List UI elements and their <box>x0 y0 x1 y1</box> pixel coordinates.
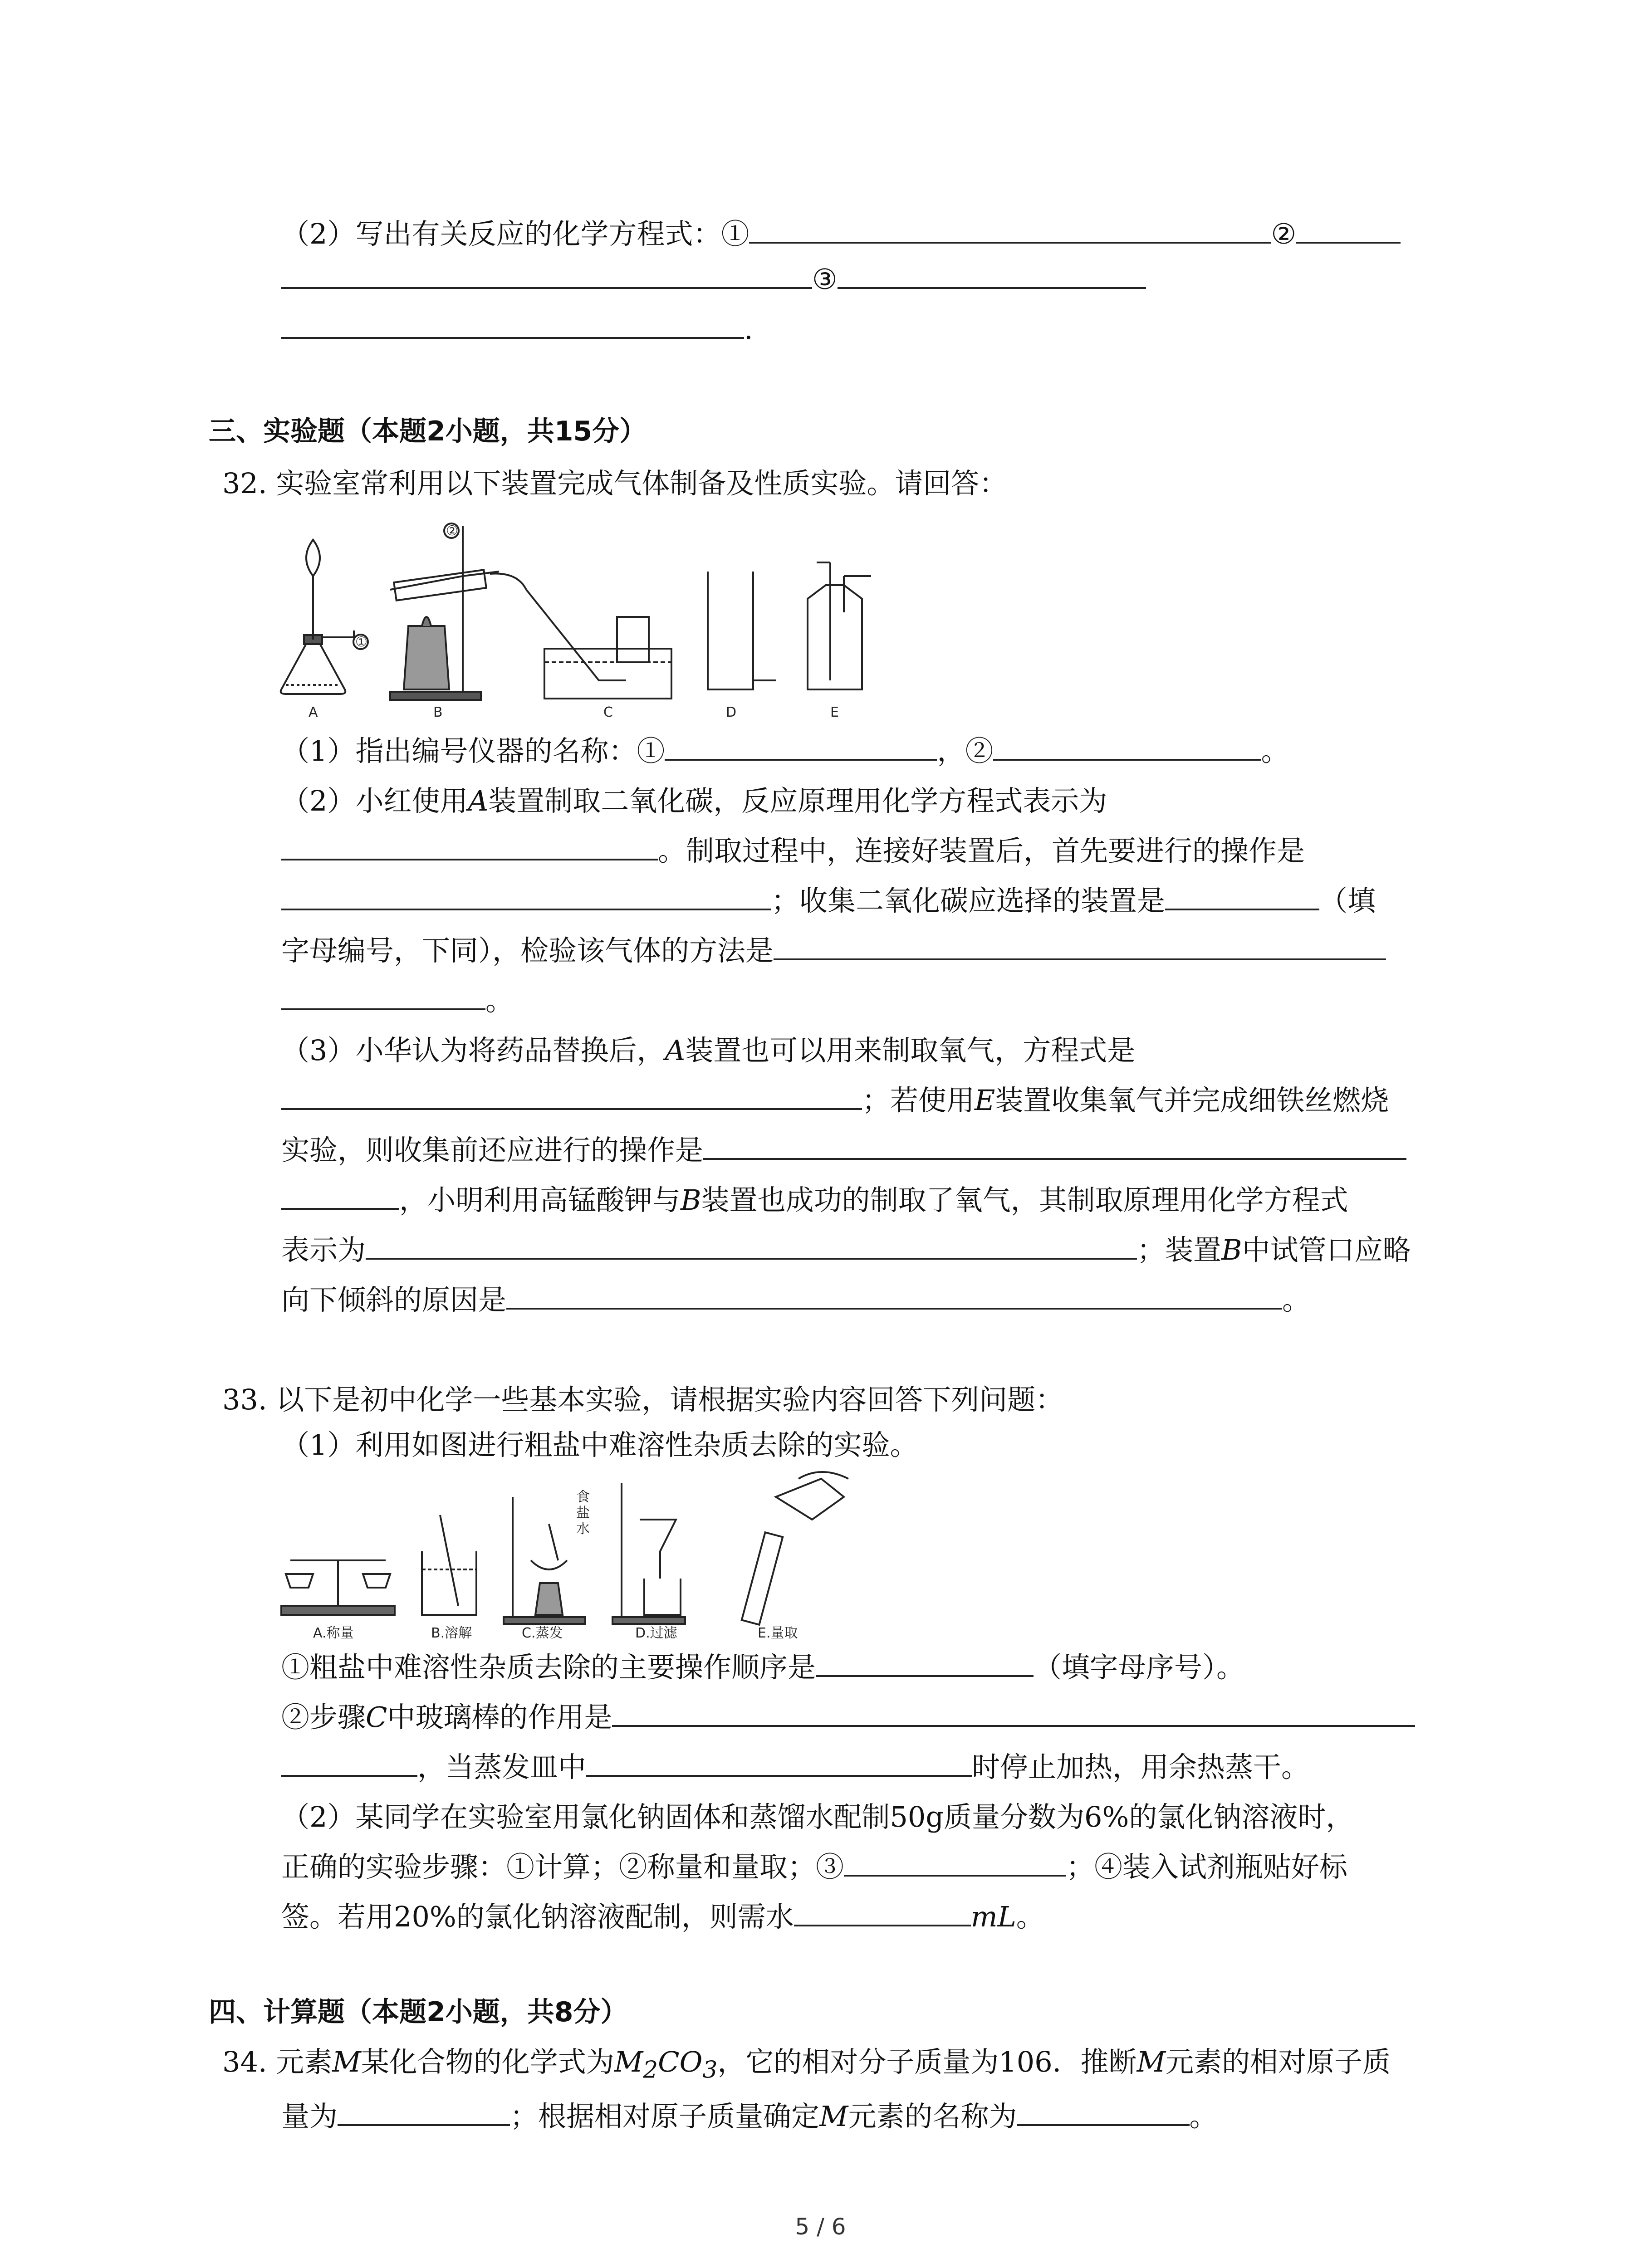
q32-part3-line4: ，小明利用高锰酸钾与B装置也成功的制取了氧气，其制取原理用化学方程式 <box>281 1179 1348 1221</box>
thistle-funnel-icon <box>306 540 320 576</box>
salt-water-label: 水 <box>576 1521 590 1537</box>
answer-blank[interactable] <box>612 1698 1415 1727</box>
answer-blank[interactable] <box>665 732 937 761</box>
answer-blank[interactable] <box>281 260 812 289</box>
q32-part3-line2: ；若使用E装置收集氧气并完成细铁丝燃烧 <box>281 1080 1389 1121</box>
q32-part2-line3: ；收集二氧化碳应选择的装置是 （填 <box>281 880 1376 922</box>
answer-blank[interactable] <box>586 1748 972 1777</box>
q32-part3-line5: 表示为 ；装置B中试管口应略 <box>281 1229 1411 1271</box>
answer-blank[interactable] <box>993 732 1261 761</box>
figure-label: E.量取 <box>758 1625 798 1641</box>
q33-step1: ①粗盐中难溶性杂质去除的主要操作顺序是 （填字母序号）。 <box>281 1647 1244 1688</box>
answer-blank[interactable] <box>1165 881 1319 910</box>
evaporating-dish-icon <box>531 1560 567 1569</box>
answer-blank[interactable] <box>844 1848 1066 1877</box>
answer-blank[interactable] <box>281 881 771 910</box>
answer-blank[interactable] <box>338 2097 510 2126</box>
question-33-stem: 33. 以下是初中化学一些基本实验，请根据实验内容回答下列问题： <box>222 1383 1064 1416</box>
answer-blank[interactable] <box>703 1131 1406 1160</box>
q33-part2-line2: 正确的实验步骤：①计算；②称量和量取；③ ；④装入试剂瓶贴好标 <box>281 1846 1347 1888</box>
figure-label: E <box>830 704 839 720</box>
answer-blank[interactable] <box>774 931 1386 960</box>
answer-blank[interactable] <box>366 1231 1137 1260</box>
answer-blank[interactable] <box>506 1281 1282 1310</box>
salt-water-label: 食 <box>576 1489 590 1505</box>
question-32-stem: 32. 实验室常利用以下装置完成气体制备及性质实验。请回答： <box>222 467 1008 500</box>
answer-blank[interactable] <box>281 1748 417 1777</box>
q32-part3-line6: 向下倾斜的原因是 。 <box>281 1279 1310 1321</box>
figure-label: A.称量 <box>313 1625 354 1641</box>
figure-label: B.溶解 <box>431 1625 472 1641</box>
answer-blank[interactable] <box>281 1181 399 1210</box>
q33-salt-purification-figure <box>277 1470 889 1642</box>
chemical-formula: $M_2CO_3$ <box>614 2045 718 2084</box>
q32-part2-line1: （2）小红使用A装置制取二氧化碳，反应原理用化学方程式表示为 <box>281 784 1107 817</box>
figure-label: A <box>309 704 318 720</box>
graduated-cylinder-icon <box>742 1532 783 1625</box>
q33-step2-line1: ②步骤C中玻璃棒的作用是 <box>281 1696 1415 1738</box>
q32-apparatus-figure <box>272 508 889 721</box>
section-title: 三、实验题（本题2小题，共15分） <box>209 415 647 447</box>
q32-part3-line1: （3）小华认为将药品替换后，A装置也可以用来制取氧气，方程式是 <box>281 1034 1136 1067</box>
figure-label: C <box>603 704 613 720</box>
page-number: 5 / 6 <box>795 2214 846 2240</box>
q33-part2-line3: 签。若用20%的氯化钠溶液配制，则需水 mL。 <box>281 1896 1044 1938</box>
q32-part1: （1）指出编号仪器的名称：① ，② 。 <box>281 730 1289 772</box>
q32-part2-line2: 。制取过程中，连接好装置后，首先要进行的操作是 <box>281 830 1305 872</box>
q32-part2-line4: 字母编号，下同），检验该气体的方法是 <box>281 930 1386 972</box>
marker-1: ① <box>355 634 367 650</box>
answer-blank[interactable] <box>838 260 1146 289</box>
answer-blank[interactable] <box>816 1648 1034 1677</box>
answer-blank[interactable] <box>1017 2097 1190 2126</box>
answer-blank[interactable] <box>281 831 658 860</box>
question-34-line2: 量为 ；根据相对原子质量确定M元素的名称为 。 <box>281 2096 1218 2137</box>
q33-part1: （1）利用如图进行粗盐中难溶性杂质去除的实验。 <box>281 1428 918 1461</box>
answer-blank[interactable] <box>281 1081 862 1110</box>
q31-part2-line3: . <box>281 308 753 350</box>
funnel-icon <box>640 1520 676 1579</box>
section-title: 四、计算题（本题2小题，共8分） <box>209 1996 628 2028</box>
q31-part2-line2: ③ <box>281 259 1146 300</box>
question-34-line1: 34. 元素M某化合物的化学式为$M_2CO_3$，它的相对分子质量为106．推断M元素的相对原子质 <box>222 2045 1391 2084</box>
q31-part2-line1: （2）写出有关反应的化学方程式：① ② <box>281 213 1401 255</box>
answer-blank[interactable] <box>281 310 744 339</box>
salt-water-label: 盐 <box>576 1505 590 1521</box>
q33-part2-line1: （2）某同学在实验室用氯化钠固体和蒸馏水配制50g质量分数为6%的氯化钠溶液时， <box>281 1800 1354 1833</box>
q32-part3-line3: 实验，则收集前还应进行的操作是 <box>281 1129 1406 1171</box>
figure-label: C.蒸发 <box>522 1625 563 1641</box>
figure-label: B <box>433 704 443 720</box>
marker-2: ② <box>446 523 458 539</box>
answer-blank[interactable] <box>794 1897 971 1926</box>
answer-blank[interactable] <box>749 215 1271 244</box>
figure-label: D.过滤 <box>635 1625 677 1641</box>
answer-blank[interactable] <box>1296 215 1401 244</box>
q33-step2-line2: ，当蒸发皿中 时停止加热，用余热蒸干。 <box>281 1746 1309 1788</box>
answer-blank[interactable] <box>281 981 485 1010</box>
balance-icon <box>281 1606 395 1615</box>
q32-part2-line5: 。 <box>281 980 514 1022</box>
figure-label: D <box>726 704 737 720</box>
